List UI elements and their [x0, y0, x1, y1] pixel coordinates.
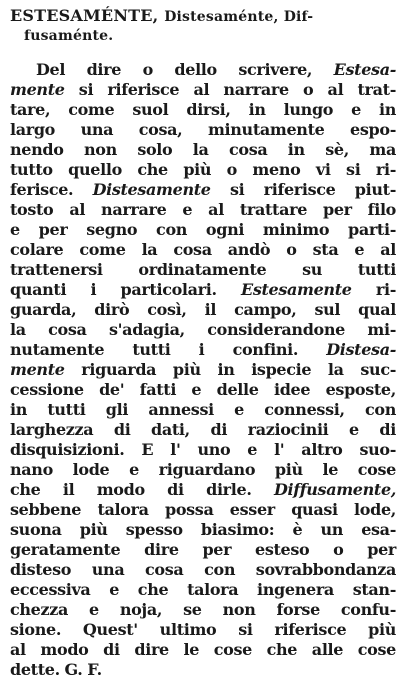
- text-line: [10, 480, 396, 500]
- text-line: [10, 380, 396, 400]
- text-segment: trattenersi ordinatamente su tutti: [10, 260, 396, 279]
- text-segment: guarda, dirò così, il campo, sul qual: [10, 300, 396, 319]
- text-segment: tosto al narrare e al trattare per filo: [10, 200, 396, 219]
- italic-term: mente: [10, 80, 65, 99]
- headword-estesamente: ESTESAMÉNTE,: [10, 6, 165, 25]
- text-line: [10, 100, 396, 120]
- text-segment: e per segno con ogni minimo parti-: [10, 220, 396, 239]
- text-line: [10, 140, 396, 160]
- text-line: [10, 440, 396, 460]
- text-segment: eccessiva e che talora ingenera stan-: [10, 580, 396, 599]
- text-segment: al modo di dire le cose che alle cose: [10, 640, 396, 659]
- text-line: [10, 260, 396, 280]
- text-line: [10, 400, 396, 420]
- text-line: [10, 360, 396, 380]
- text-segment: sione. Quest' ultimo si riferisce più: [10, 620, 396, 639]
- text-line: [10, 80, 396, 100]
- entry-body: [10, 60, 396, 680]
- text-segment: tare, come suol dirsi, in lungo e in: [10, 100, 396, 119]
- text-line: [10, 540, 396, 560]
- text-line: [10, 160, 396, 180]
- text-line: [10, 60, 396, 80]
- text-segment: disteso una cosa con sovrabbondanza: [10, 560, 396, 579]
- text-segment: nutamente tutti i confini.: [10, 340, 327, 359]
- text-segment: largo una cosa, minutamente espo-: [10, 120, 396, 139]
- text-line: [10, 620, 396, 640]
- entry-heading: [10, 6, 396, 46]
- text-segment: che il modo di dirle.: [10, 480, 274, 499]
- text-segment: dette. G. F.: [10, 660, 102, 679]
- text-line: [10, 340, 396, 360]
- text-segment: nendo non solo la cosa in sè, ma: [10, 140, 396, 159]
- text-segment: larghezza di dati, di raziocinii e di: [10, 420, 396, 439]
- italic-term: mente: [10, 360, 65, 379]
- text-segment: la cosa s'adagia, considerandone mi-: [10, 320, 396, 339]
- italic-term: Estesamente: [240, 280, 352, 299]
- text-segment: geratamente dire per esteso o per: [10, 540, 396, 559]
- italic-term: Distesamente: [92, 180, 211, 199]
- text-segment: quanti i particolari.: [10, 280, 241, 299]
- text-line: [10, 660, 396, 680]
- text-segment: riguarda più in ispecie la suc-: [64, 360, 396, 379]
- text-line: [10, 300, 396, 320]
- text-segment: si riferisce piut-: [210, 180, 396, 199]
- text-segment: sebbene talora possa esser quasi lode,: [10, 500, 396, 519]
- text-segment: si riferisce al narrare o al trat-: [64, 80, 396, 99]
- text-line: [10, 580, 396, 600]
- text-line: [10, 500, 396, 520]
- italic-term: Diffusamente,: [273, 480, 396, 499]
- text-segment: disquisizioni. E l' uno e l' altro suo-: [10, 440, 396, 459]
- text-line: [10, 560, 396, 580]
- text-line: [10, 120, 396, 140]
- text-line: [10, 600, 396, 620]
- text-segment: ri-: [351, 280, 396, 299]
- headword-distesamente: Distesaménte, Dif-: [164, 9, 314, 25]
- text-line: [10, 640, 396, 660]
- text-segment: suona più spesso biasimo: è un esa-: [10, 520, 396, 539]
- text-segment: colare come la cosa andò o sta e al: [10, 240, 396, 259]
- text-segment: nano lode e riguardano più le cose: [10, 460, 396, 479]
- italic-term: Distesa-: [326, 340, 396, 359]
- text-line: [10, 240, 396, 260]
- text-segment: ferisce.: [10, 180, 93, 199]
- text-segment: cessione de' fatti e delle idee esposte,: [10, 380, 396, 399]
- text-segment: chezza e noja, se non forse confu-: [10, 600, 396, 619]
- text-line: [10, 460, 396, 480]
- italic-term: Estesa-: [333, 60, 396, 79]
- text-line: [10, 180, 396, 200]
- text-line: [10, 220, 396, 240]
- dictionary-entry: [10, 6, 396, 680]
- headword-diffusamente: fusaménte.: [24, 28, 114, 44]
- text-segment: tutto quello che più o meno vi si ri-: [10, 160, 396, 179]
- text-line: [10, 200, 396, 220]
- text-line: [10, 280, 396, 300]
- text-line: [10, 520, 396, 540]
- text-segment: Del dire o dello scrivere,: [36, 60, 334, 79]
- text-segment: in tutti gli annessi e connessi, con: [10, 400, 396, 419]
- text-line: [10, 320, 396, 340]
- text-line: [10, 420, 396, 440]
